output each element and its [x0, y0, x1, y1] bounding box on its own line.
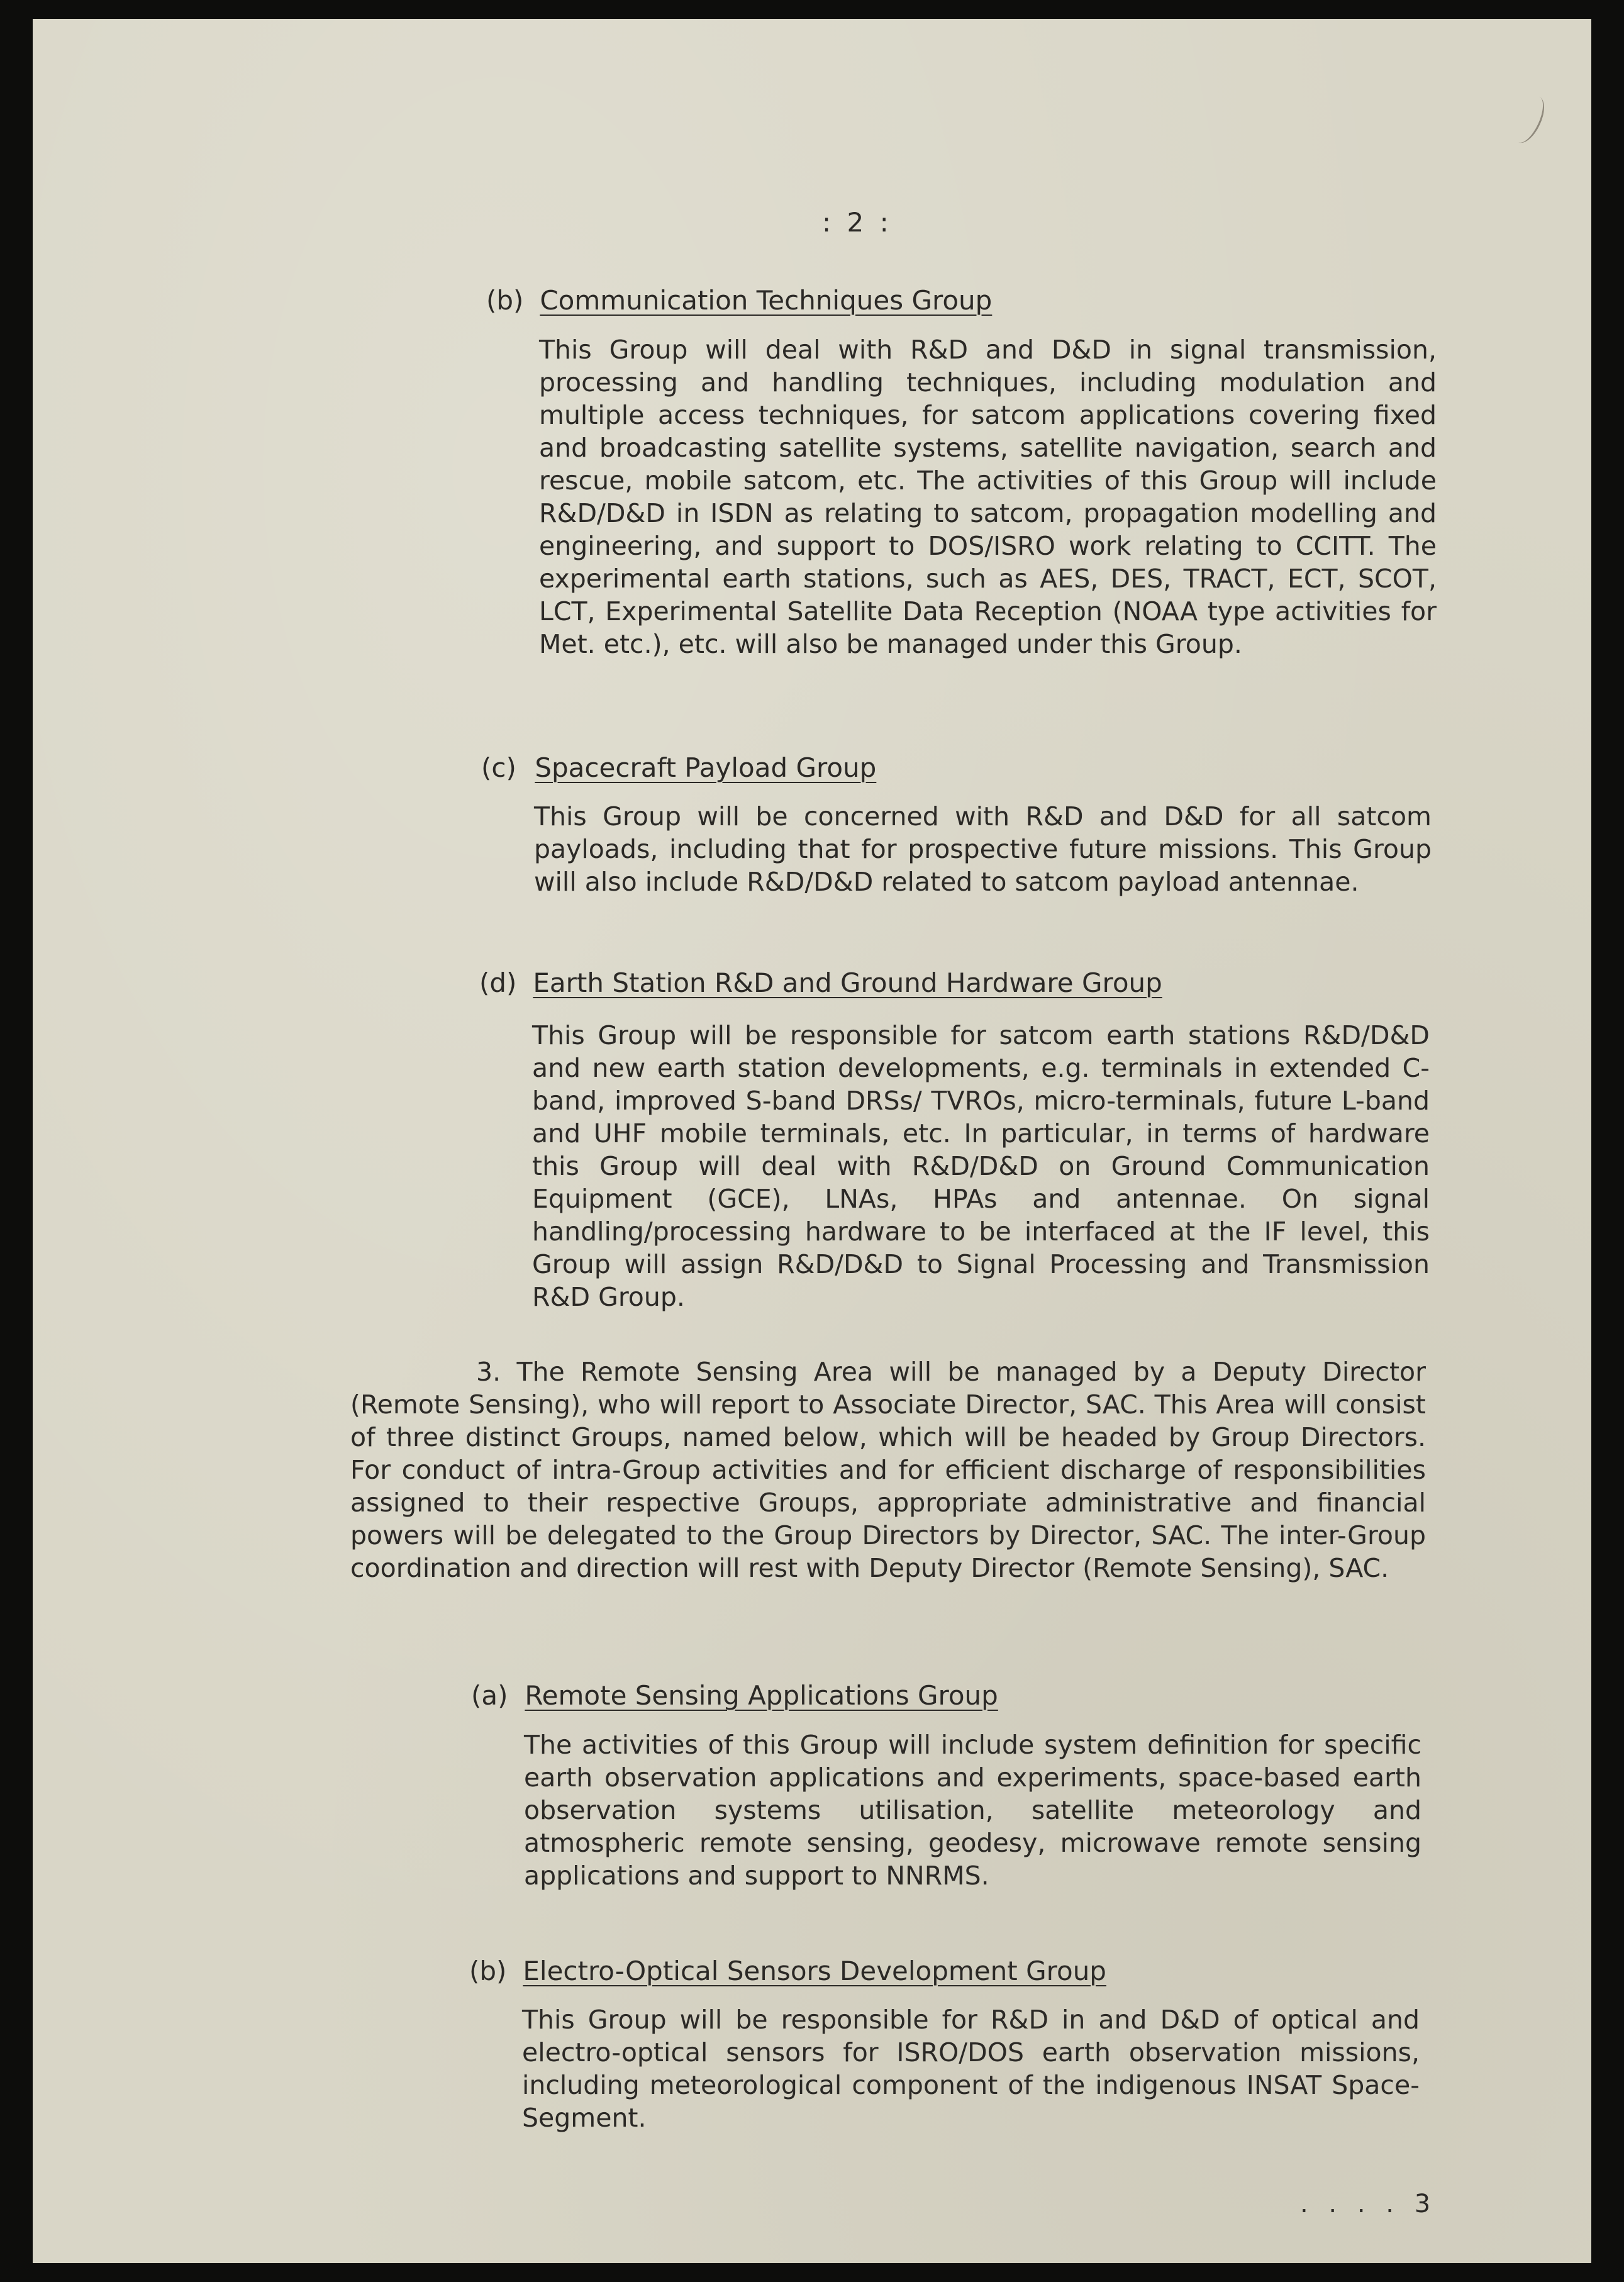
section-body-electro-optical-sensors: This Group will be responsible for R&D in and D&D of optical and electro-optical sensors for ISRO/DOS earth observation missions, including meteorological component of the indigenous INSAT Space-Segment.	[522, 2005, 1420, 2133]
document-page	[33, 19, 1591, 2263]
section-heading-remote-sensing-applications	[471, 1679, 998, 1712]
section-title: Communication Techniques Group	[540, 285, 993, 316]
section-body-earth-station: This Group will be responsible for satcom earth stations R&D/D&D and new earth station developments, e.g. terminals in extended C-band, improved S-band DRSs/ TVROs, micro-terminals, future L-band and UHF mobile terminals, etc. In particular, in terms of hardware this Group will deal with R&D/D&D on Ground Communication Equipment (GCE), LNAs, HPAs and antennae. On signal handling/processing hardware to be interfaced at the IF level, this Group will assign R&D/D&D to Signal Processing and Transmission R&D Group.	[532, 1020, 1430, 1312]
section-heading-communication	[486, 284, 992, 317]
section-marker: (b)	[486, 285, 524, 316]
section-marker: (d)	[479, 967, 517, 998]
section-heading-earth-station	[479, 967, 1162, 999]
section-marker: (a)	[471, 1680, 508, 1711]
section-body-remote-sensing-applications: The activities of this Group will include system definition for specific earth observation applications and experiments, space-based earth observation systems utilisation, satellite meteorology and atmospheric remote sensing, geodesy, microwave remote sensing applications and support to NNRMS.	[524, 1730, 1421, 1891]
section-title: Remote Sensing Applications Group	[525, 1680, 998, 1711]
paragraph-number: 3.	[476, 1357, 501, 1387]
continued-marker: . . . . 3	[1300, 2190, 1437, 2218]
section-marker: (c)	[481, 752, 516, 783]
paper-tear-mark	[1507, 92, 1550, 148]
section-title: Electro-Optical Sensors Development Group	[523, 1956, 1106, 1986]
section-body-communication: This Group will deal with R&D and D&D in signal transmission, processing and handling techniques, including modulation and multiple access techniques, for satcom applications covering fixed and broadcasting satellite systems, satellite navigation, search and rescue, mobile satcom, etc. The activities of this Group will include R&D/D&D in ISDN as relating to satcom, propagation modelling and engineering, and support to DOS/ISRO work relating to CCITT. The experimental earth stations, such as AES, DES, TRACT, ECT, SCOT, LCT, Experimental Satellite Data Reception (NOAA type activities for Met. etc.), etc. will also be managed under this Group.	[539, 335, 1437, 659]
numbered-paragraph-3	[350, 1355, 1426, 1584]
section-title: Earth Station R&D and Ground Hardware Group	[533, 967, 1162, 998]
section-heading-electro-optical-sensors	[469, 1955, 1106, 1988]
section-title: Spacecraft Payload Group	[535, 752, 877, 783]
section-heading-payload	[481, 752, 876, 784]
paragraph-body: The Remote Sensing Area will be managed by a Deputy Director (Remote Sensing), who will report to Associate Director, SAC. This Area will consist of three distinct Groups, named below, which will be headed by Group Directors. For conduct of intra-Group activities and for efficient discharge of responsibilities assigned to their respective Groups, appropriate administrative and financial powers will be delegated to the Group Directors by Director, SAC. The inter-Group coordination and direction will rest with Deputy Director (Remote Sensing), SAC.	[350, 1357, 1426, 1583]
page-number: : 2 :	[822, 207, 893, 238]
section-body-payload: This Group will be concerned with R&D and D&D for all satcom payloads, including that for prospective future missions. This Group will also include R&D/D&D related to satcom payload antennae.	[534, 801, 1432, 897]
section-marker: (b)	[469, 1956, 507, 1986]
